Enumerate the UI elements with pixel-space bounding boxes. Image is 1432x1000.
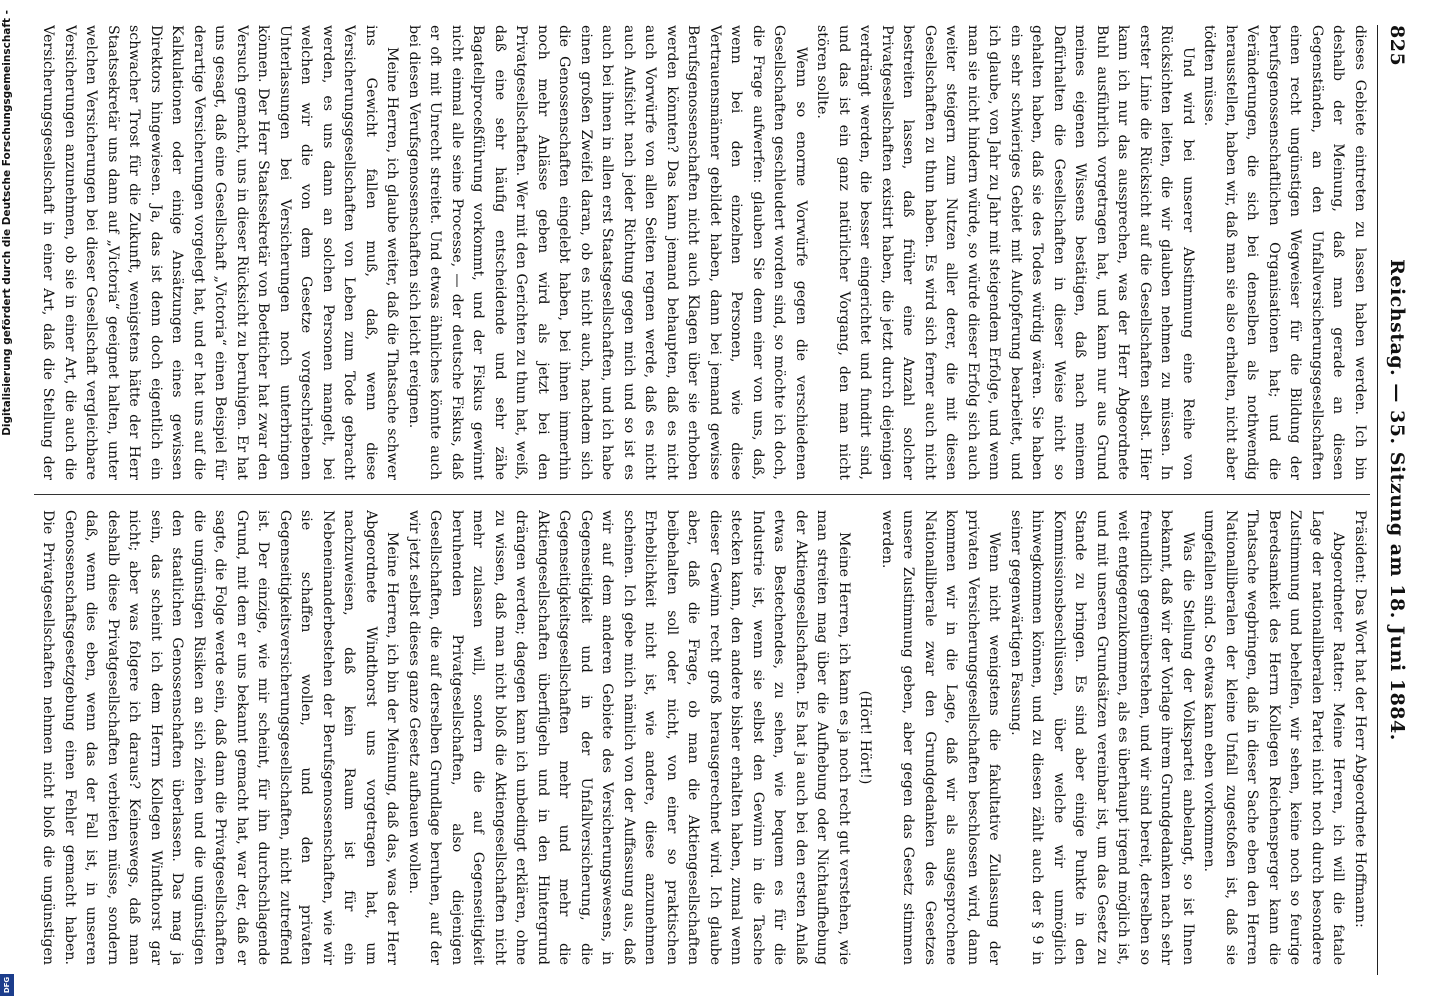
paragraph: Präsident: Das Wort hat der Herr Abgeordnete Hoffmann: bbox=[1352, 510, 1368, 928]
paragraph: Meine Herren, ich bin der Meinung, daß das, was der Herr Abgeordnete Windthorst uns vorgetragen hat, um nachzuweisen, daß kein Raum ist für ein Nebeneinanderbestehen der Berufsgenossenschaften, wie wir sie schaffen wollen, und den privaten Gegenseitigkeitsversicherungsgesellschaften, nicht zutreffend ist. Der einzige, wie mir scheint, für ihn durchschlagende Grund, mit dem er uns bekannt gemacht hat, war der, daß er sagte, die Folge werde sein, daß dann die Privatgesellschaften die ungünstigen Risiken an sich ziehen und die ungünstigen den staatlichen Genossenschaften überlassen. Das mag ja sein, das scheint ich dem Herrn Kollegen Windthorst gar nicht; aber was folgere ich daraus? Keineswegs, daß man deshalb diese Privatgesellschaften verbieten müsse, sondern daß, wenn dies eben, wenn das der Fall ist, in unseren Genossenschaftsgesetzgebung einen Fehler gemacht haben. Die Privatgesellschaften nehmen nicht bloß die ungünstigen bbox=[40, 510, 401, 965]
left-text-column bbox=[34, 25, 1370, 480]
page-number: 825 bbox=[1386, 25, 1408, 67]
paragraph: Meine Herren, ich kann es ja noch recht gut verstehen, wie man streiten mag über die Aufhebung oder Nichtaufhebung der Aktiengesellschaften. Es hat ja auch bei den ersten Anlaß etwas Bestechendes, zu sehen, wie bequem es für die Industrie ist, wenn sie selbst den Gewinn in die Tasche stecken kann, den andere bisher erhalten haben, zumal wenn dieser Gewinn recht groß herausgerechnet wird. Ich glaube aber, daß die Frage, ob man die Aktiengesellschaften beibehalten soll oder nicht, von einer so praktischen Erheblichkeit nicht ist, wie andere, diese anzunehmen scheinen. Ich gebe mich nämlich von der Auffassung aus, daß wir auf dem anderen Gebiete des Versicherungswesens, in Gegenseitigkeit und in der Unfallversicherung, die Gegenseitigkeitsgesellschaften mehr und mehr die Aktiengesellschaften überflügeln und in den Hintergrund drängen werden; dagegen kann ich unbedingt erklären, ohne zu wissen, daß man nicht bloß die Aktiengesellschaften nicht mehr zulassen will, sondern die auf Gegenseitigkeit beruhenden Privatgesellschaften, also diejenigen Gesellschaften, die auf derselben Grundlage beruhen, auf der wir jetzt selbst dieses ganze Gesetz aufbauen wollen. bbox=[406, 510, 852, 965]
header-rule bbox=[1377, 25, 1378, 975]
digitization-credit-strip bbox=[0, 0, 14, 1000]
paragraph: Wenn so enorme Vorwürfe gegen die verschiedenen Gesellschaften geschleudert worden sind, so möchte ich doch, die Frage aufwerfen: glauben Sie denn einer von uns, daß, wenn bei den einzelnen Personen, wie diese Vertrauensmänner gebildet haben, dann bei jemand gewisse Berufsgenossenschaften nicht auch Klagen über sie erhoben werden könnten? Das kann jemand behaupten, daß es nicht auch Vorwürfe von allen Seiten regnen werde, daß es nicht auch Aufsicht nach jeder Richtung gegen mich und so ist es auch bei ihnen in allen erst Staatsgesellschaften, und ich habe einen großen Zweifel daran, ob es nicht auch, nachdem sich die Genossenschaften eingelebt haben, bei ihnen immerhin noch mehr Anlässe geben wird als jetzt bei den Privatgesellschaften. Wer mit den Gerichten zu thun hat, weiß, daß eine sehr häufig entscheidende und sehr zähe Bagatellproceßführung vorkommt, und der Fiskus gewinnt nicht einmal alle seine Processe, — der deutsche Fiskus, daß er oft mit Unrecht streitet. Und etwas ähnliches könnte auch bei diesen Verufsgenossenschaften sich leicht ereignen. bbox=[406, 25, 809, 480]
right-text-column bbox=[34, 510, 1370, 965]
paragraph: Und wird bei unserer Abstimmung eine Reihe von Rücksichten leiten, die wir glauben nehmen zu müssen. In erster Linie die Rücksicht auf die Gesellschaften selbst. Hier kann ich nur das aussprechen, was der Herr Abgeordnete Buhl ausführlich vorgetragen hat, und kann nur aus Grund meines eigenen Wissens bestätigen, daß nach meinem Dafürhalten die Gesellschaften in dieser Weise nicht so gehalten haben, daß sie des Todes würdig wären. Sie haben ein sehr schwieriges Gebiet mit Aufopferung bearbeitet, und ich glaube, von Jahr zu Jahr mit steigendem Erfolge, und wenn man sie nicht hindern würde, so würde dieser Erfolg sich auch weiter steigern zum Nutzen aller derer, die mit diesen Gesellschaften zu thun haben. Es wird sich ferner auch nicht bestreiten lassen, daß früher eine Anzahl solcher Privatgesellschaften existirt haben, die jetzt durch diejenigen verdrängt werden, die besser eingerichtet und fundirt sind, und das ist ein ganz natürlicher Vorgang, den man nicht stören sollte. bbox=[814, 25, 1196, 480]
dfg-logo-icon bbox=[0, 974, 14, 996]
rotated-document-sheet bbox=[16, 5, 1416, 995]
paragraph: dieses Gebiete eintreten zu lassen haben werden. Ich bin deshalb der Meinung, daß man gerade an diesen Gegenständen, an den Unfallversicherungsgesellschaften einen recht ungünstigen Wegweiser für die Bildung der berufsgenossenschaftlichen Organisationen hat; und die Veränderungen, die sich bei denselben als nothwendig herausstellen, haben wir, daß man sie also erhalten, nicht aber tödten müsse. bbox=[1201, 25, 1368, 480]
running-head-title: Reichstag. — 35. Sitzung am 18. Juni 1884. bbox=[1386, 259, 1408, 741]
digitization-credit-text: Digitalisierung gefördert durch die Deutsche Forschungsgemeinschaft - bbox=[1, 10, 13, 436]
interjection: (Hört! Hört!) bbox=[857, 690, 874, 785]
running-head bbox=[1382, 25, 1408, 975]
column-divider bbox=[34, 494, 1370, 495]
paragraph: Abgeordneter Ratter: Meine Herren, ich will die fatale Lage der nationalliberalen Partei nicht noch durch besondere Zustimmung und behelfen, wir sehen, keine noch so feurige Beredsamkeit des Herrn Kollegen Reichensperger kann die Thatsache wegbringen, daß in dieser Sache eben den Herren Nationalliberalen der kleine Unfall zugestoßen ist, daß sie umgefallen sind. So etwas kann eben vorkommen. bbox=[1201, 510, 1347, 965]
paragraph: Was die Stellung der Volkspartei anbelangt, so ist Ihnen bekannt, daß wir der Vorlage ihrem Grundgedanken nach sehr freundlich gegenüberstehen, und wir sind bereit, derselben so weit entgegenzukommen, als es überhaupt irgend möglich ist, und mit unseren Grundsätzen vereinbar ist, um das Gesetz zu Stande zu bringen. Es sind aber einige Punkte in den Kommissionsbeschlüssen, über welche wir unmöglich hinwegkommen können, und zu diesen zählt auch der § 9 in seiner gegenwärtigen Fassung. bbox=[1008, 510, 1196, 965]
dfg-logo-text: DFG bbox=[3, 976, 11, 994]
paragraph: Meine Herren, ich glaube weiter, daß die Thatsache schwer ins Gewicht fallen muß, daß, wenn diese Versicherungsgesellschaften von Leben zum Tode gebracht werden, es uns dann an solchen Personen mangelt, bei welchen wir die von dem Gesetze vorgeschriebenen Unterlassungen bei Versicherungen noch unterbringen können. Der Herr Staatssekretär von Boetticher hat zwar den Versuch gemacht, uns in dieser Rücksicht zu beruhigen. Er hat uns gesagt, daß eine Gesellschaft „Victoria“ einen Beispiel für derartige Versicherungen vorgelegt hat, und er hat uns auf die Kalkulationen oder einige Ansätzungen eines gewissen Direktors hingewiesen. Ja, das ist denn doch eigentlich ein schwacher Trost für die Zukunft, wenigstens hätte der Herr Staatssekretär uns dann auf „Victoria“ geeignet halten, unter welchen Versicherungen bei dieser Gesellschaft vergleichbare Versicherungen anzunehmen, ob sie in einer Art, die auch die Versicherungsgesellschaft in einer Art, daß die Stellung der bbox=[40, 25, 401, 480]
paragraph: Wenn nicht wenigstens die fakultative Zulassung der privaten Versicherungsgesellschaften beschlossen wird, dann kommen wir in die Lage, daß wir als ausgesprochene Nationalliberale zwar den Grundgedanken des Gesetzes unsere Zustimmung geben, aber gegen das Gesetz stimmen werden. bbox=[879, 510, 1003, 965]
